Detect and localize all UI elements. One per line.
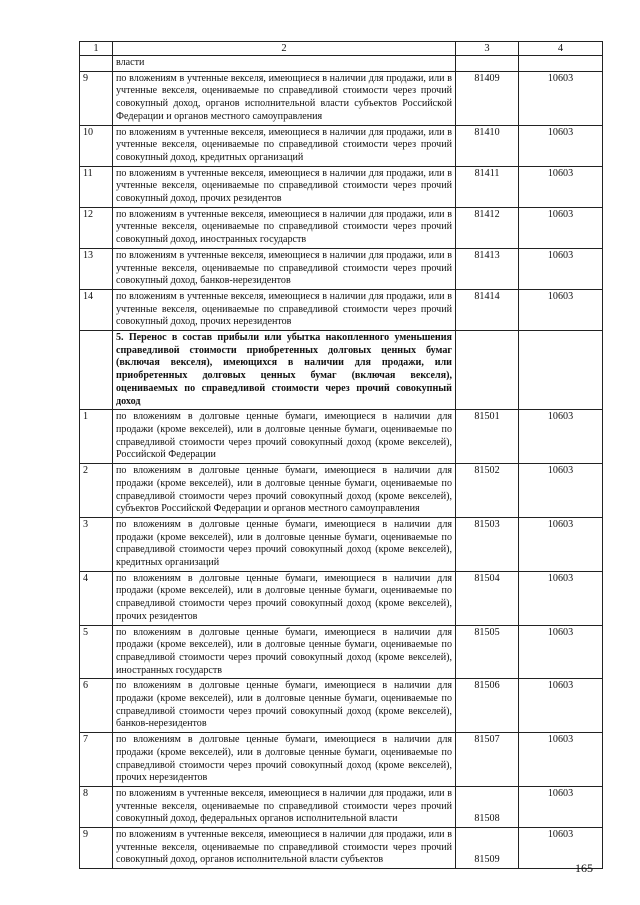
- section-heading: 5. Перенос в состав прибыли или убытка накопленного уменьшения справедливой стоимости приобретенных долговых ценных бумаг (включая векселя), имеющихся в наличии для продажи, или приобретенных долговых ценных бумаг (включая векселя), оцениваемых по справедливой стоимости через прочий совокупный доход: [113, 331, 456, 410]
- table-row: [80, 625, 603, 679]
- symbol-code: 10603: [519, 289, 603, 330]
- row-description: власти: [113, 56, 456, 72]
- row-description: по вложениям в долговые ценные бумаги, имеющиеся в наличии для продажи (кроме векселей), или в долговые ценные бумаги, оцениваемые по справедливой стоимости через прочий совокупный доход (кроме векселей), субъектов Российской Федерации и органов местного самоуправления: [113, 464, 456, 518]
- account-number: 81505: [456, 625, 519, 679]
- table-row: [80, 410, 603, 464]
- table-row: [80, 679, 603, 733]
- header-col-2: 2: [113, 42, 456, 56]
- header-col-1: 1: [80, 42, 113, 56]
- row-description: по вложениям в долговые ценные бумаги, имеющиеся в наличии для продажи (кроме векселей), или в долговые ценные бумаги, оцениваемые по справедливой стоимости через прочий совокупный доход (кроме векселей), прочих нерезидентов: [113, 733, 456, 787]
- table-row: [80, 517, 603, 571]
- account-number: 81413: [456, 248, 519, 289]
- account-number: 81501: [456, 410, 519, 464]
- table-row: [80, 289, 603, 330]
- account-number: 81508: [456, 786, 519, 827]
- row-number: 11: [80, 166, 113, 207]
- account-number: [456, 331, 519, 410]
- row-description: по вложениям в учтенные векселя, имеющиеся в наличии для продажи, или в учтенные векселя, оцениваемые по справедливой стоимости через прочий совокупный доход, прочих резидентов: [113, 166, 456, 207]
- account-number: 81410: [456, 125, 519, 166]
- table-row: [80, 71, 603, 125]
- row-description: по вложениям в учтенные векселя, имеющиеся в наличии для продажи, или в учтенные векселя, оцениваемые по справедливой стоимости через прочий совокупный доход, прочих нерезидентов: [113, 289, 456, 330]
- row-number: 3: [80, 517, 113, 571]
- row-description: по вложениям в долговые ценные бумаги, имеющиеся в наличии для продажи (кроме векселей), или в долговые ценные бумаги, оцениваемые по справедливой стоимости через прочий совокупный доход (кроме векселей), прочих резидентов: [113, 571, 456, 625]
- symbol-code: 10603: [519, 248, 603, 289]
- account-number: 81411: [456, 166, 519, 207]
- header-col-4: 4: [519, 42, 603, 56]
- row-number: 14: [80, 289, 113, 330]
- accounts-table: [79, 41, 603, 869]
- row-number: 4: [80, 571, 113, 625]
- account-number: 81504: [456, 571, 519, 625]
- row-description: по вложениям в учтенные векселя, имеющиеся в наличии для продажи, или в учтенные векселя, оцениваемые по справедливой стоимости через прочий совокупный доход, кредитных организаций: [113, 125, 456, 166]
- table-row: [80, 733, 603, 787]
- table-row: [80, 248, 603, 289]
- row-number: 9: [80, 71, 113, 125]
- symbol-code: 10603: [519, 410, 603, 464]
- row-number: 2: [80, 464, 113, 518]
- symbol-code: [519, 331, 603, 410]
- row-description: по вложениям в учтенные векселя, имеющиеся в наличии для продажи, или в учтенные векселя, оцениваемые по справедливой стоимости через прочий совокупный доход, федеральных органов исполнительной власти: [113, 786, 456, 827]
- row-number: 1: [80, 410, 113, 464]
- account-number: 81414: [456, 289, 519, 330]
- table-row: [80, 571, 603, 625]
- symbol-code: 10603: [519, 828, 603, 869]
- table-row: [80, 828, 603, 869]
- row-description: по вложениям в учтенные векселя, имеющиеся в наличии для продажи, или в учтенные векселя, оцениваемые по справедливой стоимости через прочий совокупный доход, банков-нерезидентов: [113, 248, 456, 289]
- row-description: по вложениям в долговые ценные бумаги, имеющиеся в наличии для продажи (кроме векселей), или в долговые ценные бумаги, оцениваемые по справедливой стоимости через прочий совокупный доход (кроме векселей), Российской Федерации: [113, 410, 456, 464]
- table-body: [80, 56, 603, 869]
- symbol-code: 10603: [519, 125, 603, 166]
- account-number: [456, 56, 519, 72]
- account-number: 81507: [456, 733, 519, 787]
- section-heading-row: [80, 331, 603, 410]
- table-header-row: [80, 42, 603, 56]
- symbol-code: 10603: [519, 733, 603, 787]
- symbol-code: 10603: [519, 679, 603, 733]
- table-row: [80, 464, 603, 518]
- table-row: [80, 207, 603, 248]
- row-description: по вложениям в учтенные векселя, имеющиеся в наличии для продажи, или в учтенные векселя, оцениваемые по справедливой стоимости через прочий совокупный доход, органов исполнительной власти субъектов: [113, 828, 456, 869]
- symbol-code: 10603: [519, 464, 603, 518]
- account-number: 81412: [456, 207, 519, 248]
- table-row: [80, 786, 603, 827]
- table-row: [80, 56, 603, 72]
- row-number: 10: [80, 125, 113, 166]
- symbol-code: 10603: [519, 71, 603, 125]
- row-description: по вложениям в учтенные векселя, имеющиеся в наличии для продажи, или в учтенные векселя, оцениваемые по справедливой стоимости через прочий совокупный доход, иностранных государств: [113, 207, 456, 248]
- symbol-code: 10603: [519, 571, 603, 625]
- row-number: 7: [80, 733, 113, 787]
- row-description: по вложениям в долговые ценные бумаги, имеющиеся в наличии для продажи (кроме векселей), или в долговые ценные бумаги, оцениваемые по справедливой стоимости через прочий совокупный доход (кроме векселей), банков-нерезидентов: [113, 679, 456, 733]
- row-number: 12: [80, 207, 113, 248]
- account-number: 81409: [456, 71, 519, 125]
- row-number: 13: [80, 248, 113, 289]
- row-description: по вложениям в долговые ценные бумаги, имеющиеся в наличии для продажи (кроме векселей), или в долговые ценные бумаги, оцениваемые по справедливой стоимости через прочий совокупный доход (кроме векселей), иностранных государств: [113, 625, 456, 679]
- symbol-code: 10603: [519, 786, 603, 827]
- row-description: по вложениям в долговые ценные бумаги, имеющиеся в наличии для продажи (кроме векселей), или в долговые ценные бумаги, оцениваемые по справедливой стоимости через прочий совокупный доход (кроме векселей), кредитных организаций: [113, 517, 456, 571]
- symbol-code: [519, 56, 603, 72]
- row-description: по вложениям в учтенные векселя, имеющиеся в наличии для продажи, или в учтенные векселя, оцениваемые по справедливой стоимости через прочий совокупный доход, органов исполнительной власти субъектов Российской Федерации и органов местного самоуправления: [113, 71, 456, 125]
- account-number: 81506: [456, 679, 519, 733]
- account-number: 81502: [456, 464, 519, 518]
- account-number: 81509: [456, 828, 519, 869]
- table-row: [80, 166, 603, 207]
- header-col-3: 3: [456, 42, 519, 56]
- row-number: 9: [80, 828, 113, 869]
- account-number: 81503: [456, 517, 519, 571]
- symbol-code: 10603: [519, 166, 603, 207]
- symbol-code: 10603: [519, 207, 603, 248]
- symbol-code: 10603: [519, 625, 603, 679]
- row-number: 5: [80, 625, 113, 679]
- page-number: 165: [575, 861, 593, 875]
- row-number: [80, 56, 113, 72]
- table-row: [80, 125, 603, 166]
- symbol-code: 10603: [519, 517, 603, 571]
- row-number: 8: [80, 786, 113, 827]
- row-number: [80, 331, 113, 410]
- row-number: 6: [80, 679, 113, 733]
